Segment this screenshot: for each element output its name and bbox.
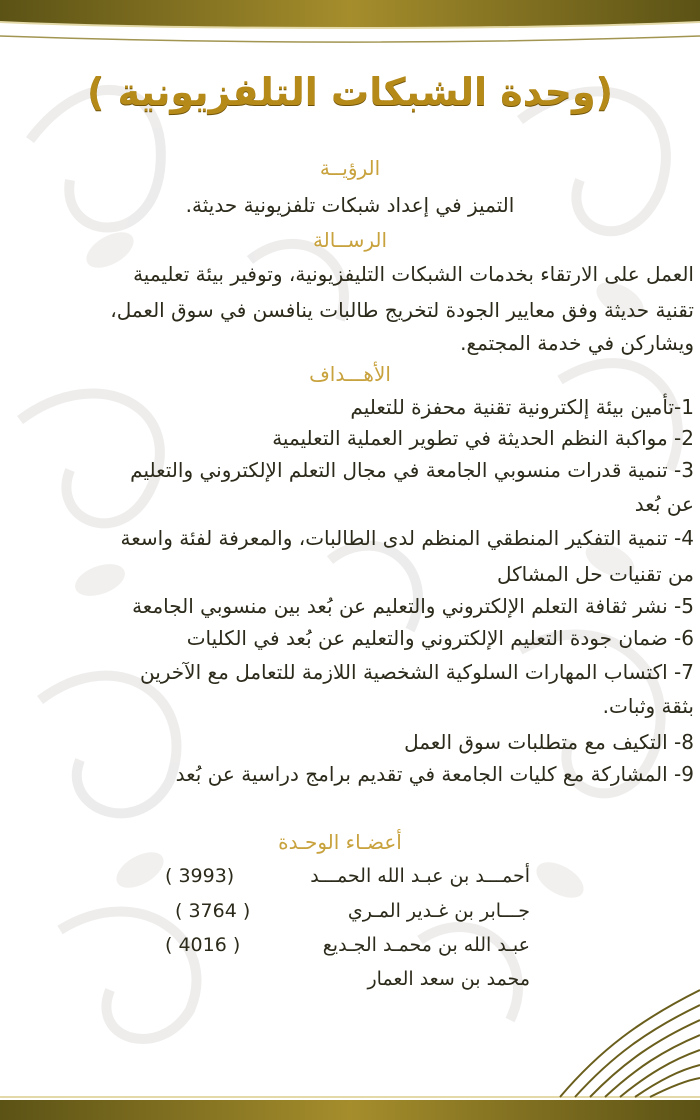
goal-item: 7- اكتساب المهارات السلوكية الشخصية اللازمة للتعامل مع الآخرين (139, 660, 694, 684)
member-id: ( 3993) (165, 865, 235, 887)
vision-text: التميز في إعداد شبكات تلفزيونية حديثة. (185, 193, 515, 217)
member-id: ( 4016 ) (165, 934, 241, 956)
goal-item: من تقنيات حل المشاكل (496, 562, 694, 586)
members-heading: أعضـاء الوحـدة (278, 830, 402, 854)
goal-item: 9- المشاركة مع كليات الجامعة في تقديم برامج دراسية عن بُعد (175, 762, 694, 786)
member-id: ( 3764 ) (175, 900, 251, 922)
goal-item: 8- التكيف مع متطلبات سوق العمل (404, 730, 694, 754)
member-name: عبـد الله بن محمـد الجـديع (322, 934, 530, 956)
member-name: جـــابر بن غـدير المـري (347, 900, 530, 922)
mission-line: العمل على الارتقاء بخدمات الشبكات التليفزيونية، وتوفير بيئة تعليمية (133, 262, 694, 286)
goal-item: عن بُعد (634, 492, 694, 516)
goal-item: 1-تأمين بيئة إلكترونية تقنية محفزة للتعليم (350, 395, 694, 419)
member-name: محمد بن سعد العمار (367, 968, 530, 990)
vision-heading: الرؤيــة (319, 156, 381, 180)
goal-item: بثقة وثبات. (602, 694, 694, 718)
mission-line: تقنية حديثة وفق معايير الجودة لتخريج طالبات ينافسن في سوق العمل، (110, 298, 694, 322)
goal-item: 2- مواكبة النظم الحديثة في تطوير العملية التعليمية (272, 426, 694, 450)
page-title: (وحدة الشبكات التلفزيونية ) (86, 70, 614, 114)
goal-item: 3- تنمية قدرات منسوبي الجامعة في مجال التعلم الإلكتروني والتعليم (130, 458, 694, 482)
member-name: أحمـــد بن عبـد الله الحمـــد (310, 865, 530, 887)
goal-item: 5- نشر ثقافة التعلم الإلكتروني والتعليم عن بُعد بين منسوبي الجامعة (132, 594, 694, 618)
mission-heading: الرســالة (312, 228, 388, 252)
goals-heading: الأهـــداف (309, 362, 391, 386)
mission-line: ويشاركن في خدمة المجتمع. (460, 331, 694, 355)
goal-item: 4- تنمية التفكير المنطقي المنظم لدى الطالبات، والمعرفة لفئة واسعة (120, 526, 694, 550)
goal-item: 6- ضمان جودة التعليم الإلكتروني والتعليم عن بُعد في الكليات (186, 626, 694, 650)
